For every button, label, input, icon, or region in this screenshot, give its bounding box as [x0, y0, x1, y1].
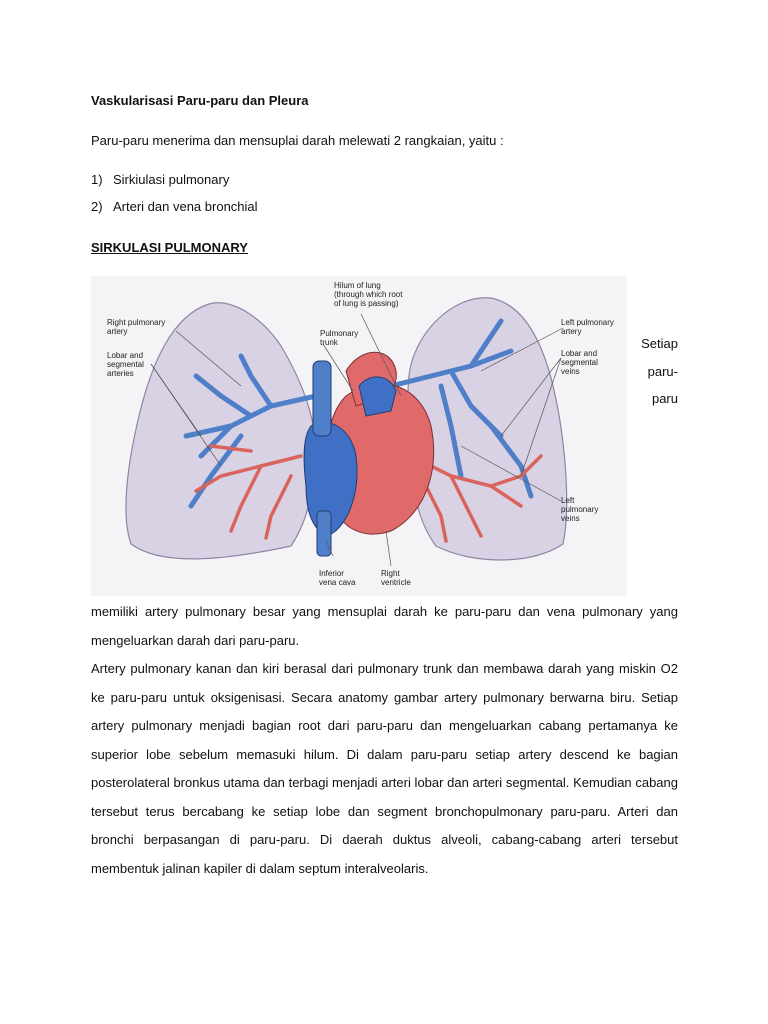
label-left-pulmonary-artery: Left pulmonary artery [561, 318, 614, 336]
list-text: Arteri dan vena bronchial [113, 199, 258, 214]
label-lobar-segmental-veins: Lobar and segmental veins [561, 349, 598, 376]
pulmonary-trunk [359, 377, 396, 416]
label-left-pulmonary-veins: Left pulmonary veins [561, 496, 599, 523]
side-word: paru [651, 391, 678, 406]
list-item [91, 199, 258, 226]
label-inferior-vena-cava: Inferior vena cava [319, 569, 356, 587]
list-number: 1) [91, 172, 103, 187]
pulmonary-circulation-figure [91, 276, 627, 596]
label-pulmonary-trunk: Pulmonary trunk [320, 329, 359, 347]
side-word: paru- [647, 364, 678, 379]
inferior-vena-cava [317, 511, 331, 556]
body-text [91, 598, 678, 883]
paragraph: Artery pulmonary kanan dan kiri berasal dari pulmonary trunk dan membawa darah yang miskin O2 ke paru-paru untuk oksigenisasi. Secara anatomy gambar artery pulmonary berwarna biru. Setiap artery pulmonary menjadi bagian root dari paru-paru dan mengeluarkan cabang pertamanya ke superior lobe sebelum memasuki hilum. Di dalam paru-paru setiap artery descend ke bagian posterolateral bronkus utama dan terbagi menjadi arteri lobar dan arteri segmental. Kemudian cabang tersebut terus bercabang ke setiap lobe dan segment bronchopulmonary paru-paru. Arteri dan bronchi berpasangan di paru-paru. Di daerah duktus alveoli, cabang-cabang arteri tersebut membentuk jalinan kapiler di dalam septum interalveolaris. [91, 661, 678, 876]
list-item [91, 172, 258, 199]
section-heading: SIRKULASI PULMONARY [91, 240, 248, 255]
superior-vena-cava [313, 361, 331, 436]
label-right-ventricle: Right ventricle [381, 569, 411, 587]
list-text: Sirkiulasi pulmonary [113, 172, 230, 187]
circulation-list [91, 172, 258, 226]
paragraph: memiliki artery pulmonary besar yang mensuplai darah ke paru-paru dan vena pulmonary yang mengeluarkan darah dari paru-paru. [91, 604, 678, 648]
list-number: 2) [91, 199, 103, 214]
side-word: Setiap [641, 336, 678, 351]
document-title: Vaskularisasi Paru-paru dan Pleura [91, 93, 309, 108]
label-right-pulmonary-artery: Right pulmonary artery [107, 318, 166, 336]
label-lobar-segmental-arteries: Lobar and segmental arteries [107, 351, 144, 378]
label-hilum: Hilum of lung (through which root of lung is passing) [334, 281, 403, 308]
intro-text: Paru-paru menerima dan mensuplai darah melewati 2 rangkaian, yaitu : [91, 133, 504, 148]
